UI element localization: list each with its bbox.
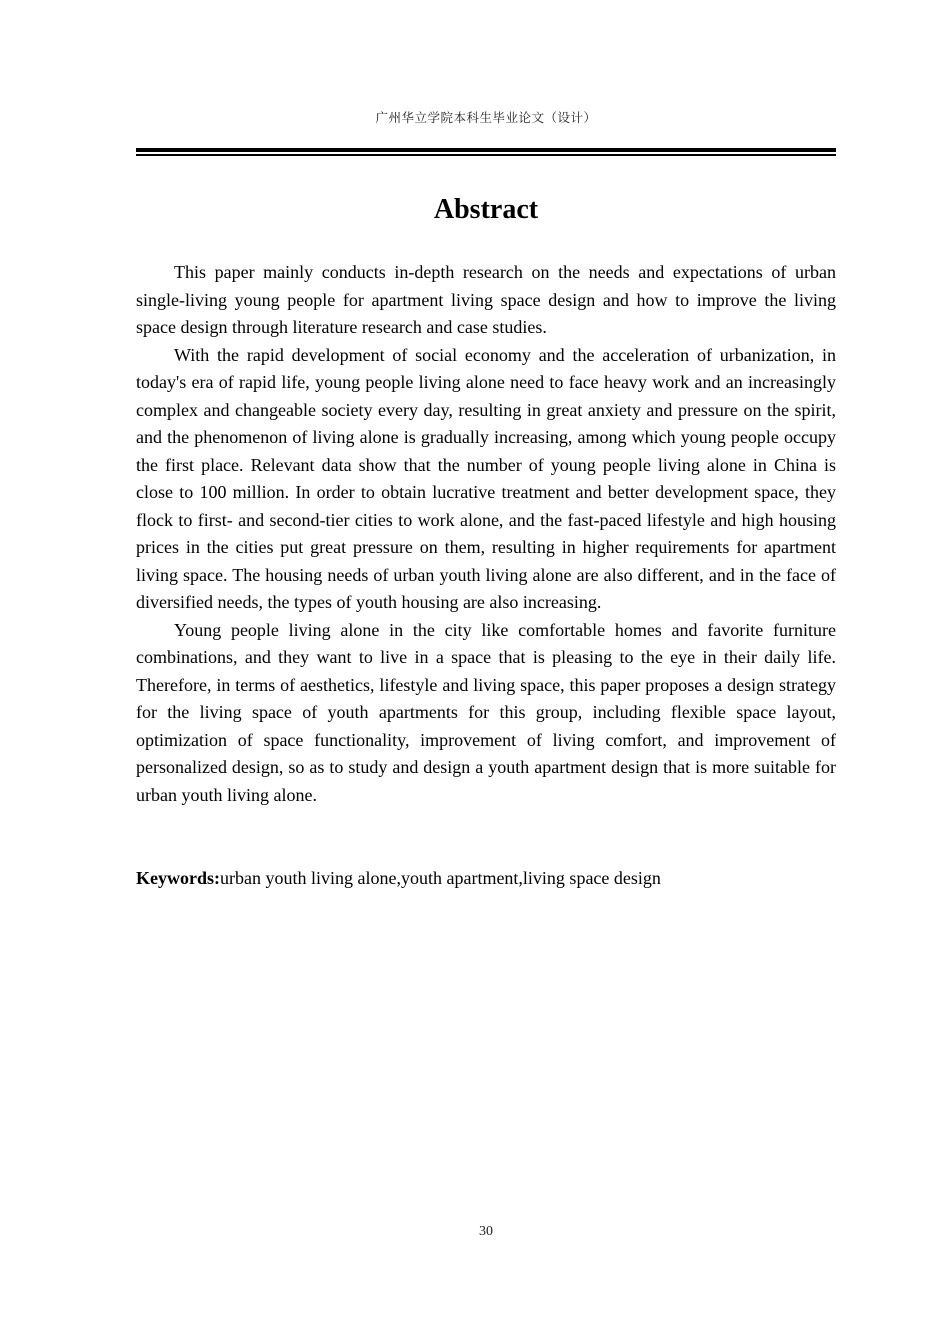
header-rule-thick bbox=[136, 148, 836, 152]
abstract-paragraph-3: Young people living alone in the city like comfortable homes and favorite furniture combinations, and they want to live in a space that is pleasing to the eye in their daily life. Therefore, in terms of aesthetics, lifestyle and living space, this paper proposes a design strategy for the living space of youth apartments for this group, including flexible space layout, optimization of space functionality, improvement of living comfort, and improvement of personalized design, so as to study and design a youth apartment design that is more suitable for urban youth living alone. bbox=[136, 619, 836, 805]
abstract-paragraph-1: This paper mainly conducts in-depth research on the needs and expectations of urban single-living young people for apartment living space design and how to improve the living space design through literature research and case studies. bbox=[136, 262, 836, 337]
page-number: 30 bbox=[479, 1224, 493, 1239]
keywords-line bbox=[136, 865, 836, 893]
abstract-title: Abstract bbox=[433, 194, 539, 225]
keywords-text: urban youth living alone,youth apartment,living space design bbox=[220, 868, 661, 888]
abstract-paragraph-2: With the rapid development of social economy and the acceleration of urbanization, in today's era of rapid life, young people living alone need to face heavy work and an increasingly complex and changeable society every day, resulting in great anxiety and pressure on the spirit, and the phenomenon of living alone is gradually increasing, among which young people occupy the first place. Relevant data show that the number of young people living alone in China is close to 100 million. In order to obtain lucrative treatment and better development space, they flock to first- and second-tier cities to work alone, and the fast-paced lifestyle and high housing prices in the cities put great pressure on them, resulting in higher requirements for apartment living space. The housing needs of urban youth living alone are also different, and in the face of diversified needs, the types of youth housing are also increasing. bbox=[136, 344, 836, 612]
abstract-body bbox=[136, 259, 836, 809]
keywords-label: Keywords: bbox=[136, 868, 220, 888]
header-double-rule bbox=[136, 148, 836, 156]
header-rule-thin bbox=[136, 154, 836, 156]
running-header: 广州华立学院本科生毕业论文（设计） bbox=[375, 110, 597, 125]
